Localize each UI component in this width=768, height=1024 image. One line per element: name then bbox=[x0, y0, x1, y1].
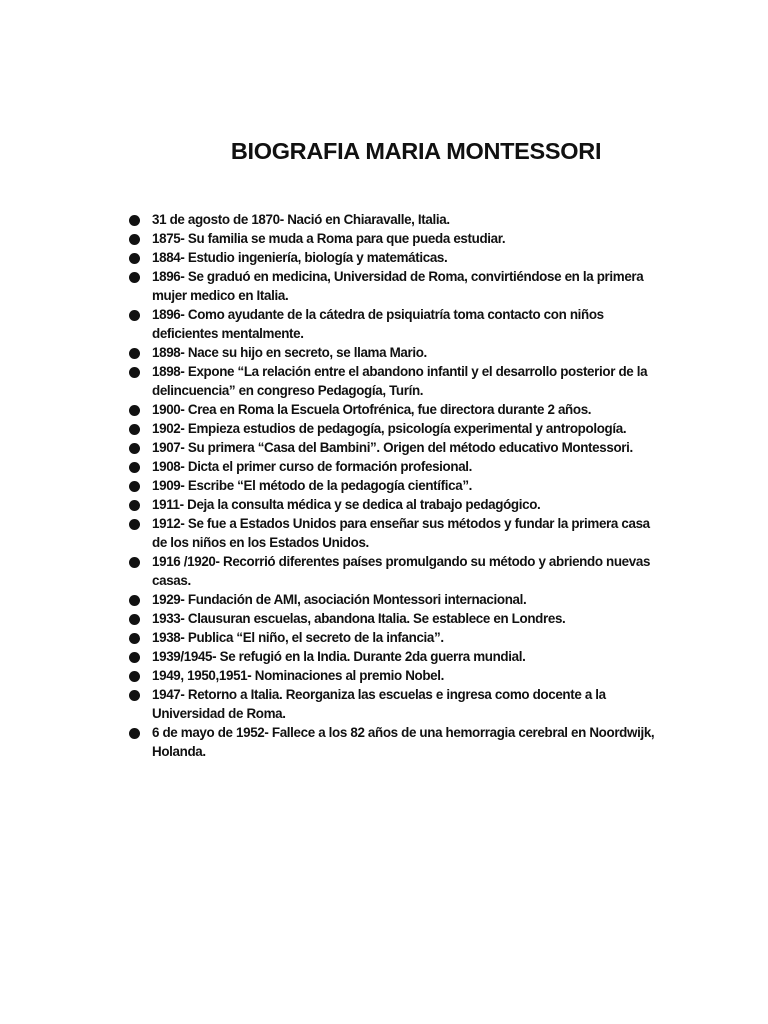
timeline-entry-text: 1884- Estudio ingeniería, biología y matemáticas. bbox=[152, 250, 448, 265]
bullet-icon bbox=[129, 481, 140, 492]
bullet-icon bbox=[129, 595, 140, 606]
timeline-entry-text: 1875- Su familia se muda a Roma para que pueda estudiar. bbox=[152, 231, 506, 246]
timeline-entry bbox=[128, 552, 668, 590]
timeline-entry bbox=[128, 628, 668, 647]
timeline-entry bbox=[128, 590, 668, 609]
timeline-entry-text: 1898- Expone “La relación entre el abandono infantil y el desarrollo posterior de la delincuencia” en congreso Pedagogía, Turín. bbox=[152, 364, 648, 398]
timeline-entry bbox=[128, 495, 668, 514]
bullet-icon bbox=[129, 690, 140, 701]
timeline-entry-text: 1907- Su primera “Casa del Bambini”. Origen del método educativo Montessori. bbox=[152, 440, 633, 455]
timeline-entry-text: 1902- Empieza estudios de pedagogía, psicología experimental y antropología. bbox=[152, 421, 627, 436]
timeline-entry-text: 1929- Fundación de AMI, asociación Montessori internacional. bbox=[152, 592, 527, 607]
timeline-entry-text: 31 de agosto de 1870- Nació en Chiaravalle, Italia. bbox=[152, 212, 450, 227]
timeline-list bbox=[128, 210, 668, 761]
timeline-entry bbox=[128, 343, 668, 362]
bullet-icon bbox=[129, 728, 140, 739]
timeline-entry-text: 1911- Deja la consulta médica y se dedica al trabajo pedagógico. bbox=[152, 497, 541, 512]
timeline-entry-text: 1933- Clausuran escuelas, abandona Italia. Se establece en Londres. bbox=[152, 611, 566, 626]
timeline-entry bbox=[128, 723, 668, 761]
timeline-entry bbox=[128, 476, 668, 495]
timeline-entry-text: 1938- Publica “El niño, el secreto de la infancia”. bbox=[152, 630, 444, 645]
bullet-icon bbox=[129, 443, 140, 454]
timeline-entry-text: 1900- Crea en Roma la Escuela Ortofrénica, fue directora durante 2 años. bbox=[152, 402, 592, 417]
timeline-entry-text: 1939/1945- Se refugió en la India. Durante 2da guerra mundial. bbox=[152, 649, 526, 664]
bullet-icon bbox=[129, 215, 140, 226]
bullet-icon bbox=[129, 500, 140, 511]
timeline-entry bbox=[128, 609, 668, 628]
bullet-icon bbox=[129, 557, 140, 568]
timeline-entry-text: 1949, 1950,1951- Nominaciones al premio Nobel. bbox=[152, 668, 445, 683]
timeline-entry bbox=[128, 267, 668, 305]
timeline-entry bbox=[128, 229, 668, 248]
timeline-entry bbox=[128, 419, 668, 438]
bullet-icon bbox=[129, 633, 140, 644]
bullet-icon bbox=[129, 614, 140, 625]
timeline-entry-text: 6 de mayo de 1952- Fallece a los 82 años de una hemorragia cerebral en Noordwijk, Holanda. bbox=[152, 725, 655, 759]
timeline-entry-text: 1912- Se fue a Estados Unidos para enseñar sus métodos y fundar la primera casa de los niños en los Estados Unidos. bbox=[152, 516, 650, 550]
bullet-icon bbox=[129, 462, 140, 473]
document-title: BIOGRAFIA MARIA MONTESSORI bbox=[230, 138, 602, 164]
timeline-entry bbox=[128, 685, 668, 723]
timeline-entry bbox=[128, 666, 668, 685]
bullet-icon bbox=[129, 519, 140, 530]
timeline-entry-text: 1909- Escribe “El método de la pedagogía científica”. bbox=[152, 478, 473, 493]
timeline-entry bbox=[128, 457, 668, 476]
timeline-entry bbox=[128, 248, 668, 267]
bullet-icon bbox=[129, 234, 140, 245]
timeline-entry bbox=[128, 438, 668, 457]
bullet-icon bbox=[129, 310, 140, 321]
timeline-entry bbox=[128, 362, 668, 400]
timeline-entry bbox=[128, 305, 668, 343]
timeline-entry-text: 1916 /1920- Recorrió diferentes países promulgando su método y abriendo nuevas casas. bbox=[152, 554, 651, 588]
bullet-icon bbox=[129, 348, 140, 359]
timeline-entry-text: 1898- Nace su hijo en secreto, se llama Mario. bbox=[152, 345, 427, 360]
timeline-entry bbox=[128, 647, 668, 666]
bullet-icon bbox=[129, 367, 140, 378]
timeline-entry-text: 1947- Retorno a Italia. Reorganiza las escuelas e ingresa como docente a la Universidad de Roma. bbox=[152, 687, 606, 721]
bullet-icon bbox=[129, 253, 140, 264]
timeline-entry-text: 1896- Como ayudante de la cátedra de psiquiatría toma contacto con niños deficientes mentalmente. bbox=[152, 307, 604, 341]
timeline-entry-text: 1908- Dicta el primer curso de formación profesional. bbox=[152, 459, 473, 474]
bullet-icon bbox=[129, 652, 140, 663]
bullet-icon bbox=[129, 405, 140, 416]
timeline-entry bbox=[128, 210, 668, 229]
bullet-icon bbox=[129, 424, 140, 435]
bullet-icon bbox=[129, 272, 140, 283]
timeline-entry bbox=[128, 400, 668, 419]
timeline-entry-text: 1896- Se graduó en medicina, Universidad de Roma, convirtiéndose en la primera mujer medico en Italia. bbox=[152, 269, 644, 303]
timeline-entry bbox=[128, 514, 668, 552]
bullet-icon bbox=[129, 671, 140, 682]
